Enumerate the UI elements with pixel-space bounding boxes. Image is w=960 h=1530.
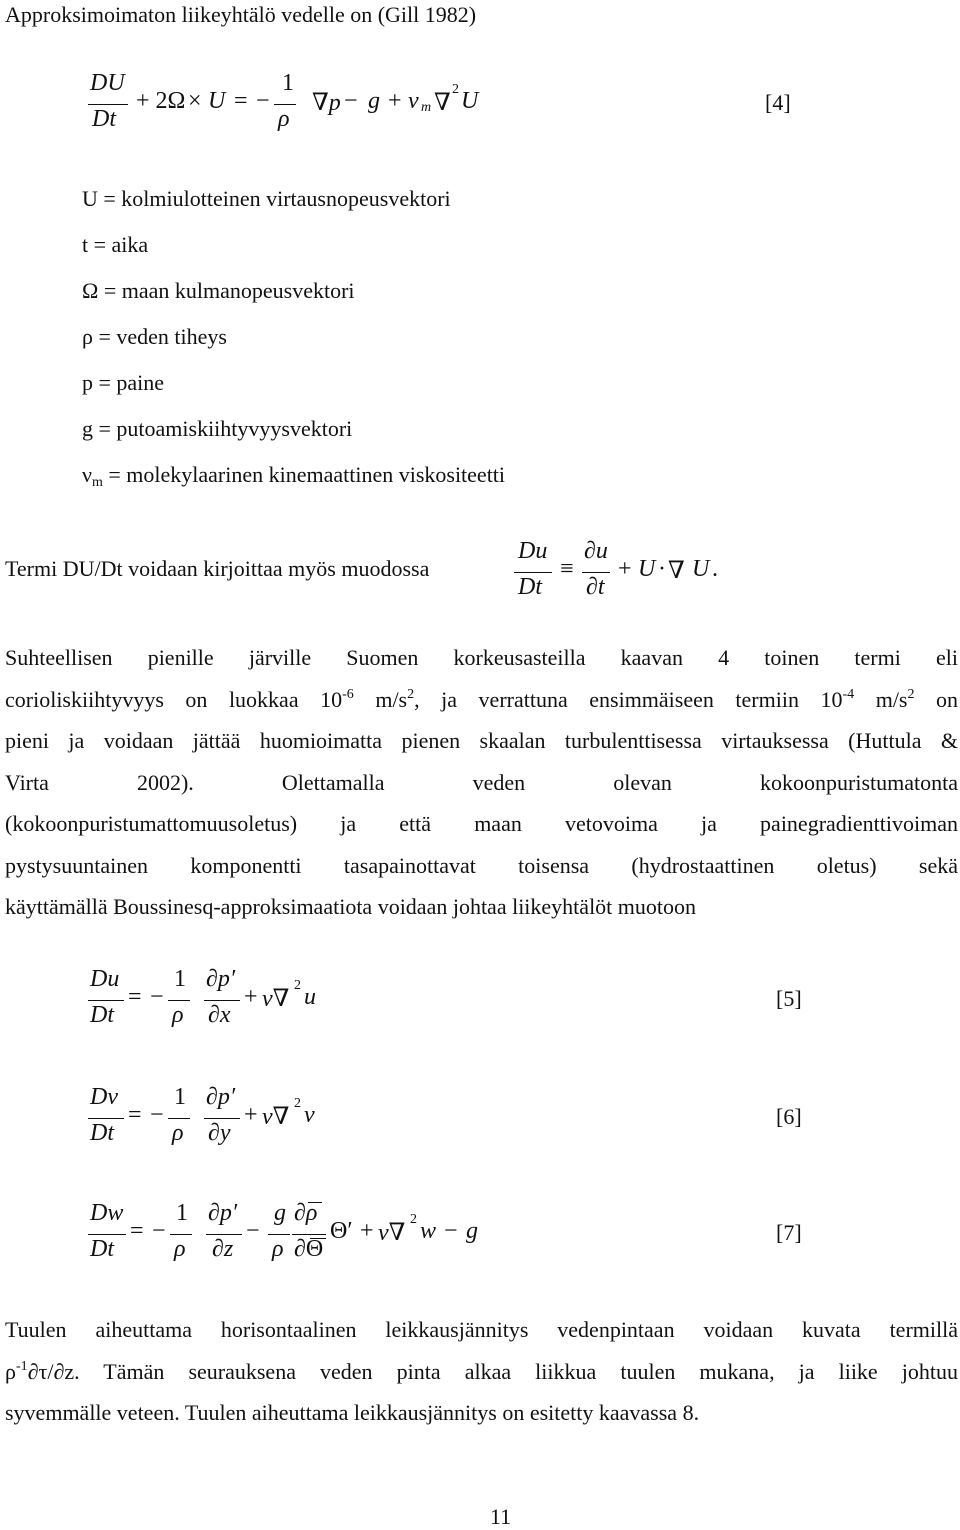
- eq5-num2: 1: [174, 966, 186, 992]
- termi-nabla: ∇: [668, 558, 685, 584]
- para2-line3: syvemmälle veteen. Tuulen aiheuttama leikkausjännitys on esitetty kaavassa 8.: [5, 1400, 700, 1425]
- eq7-nu-nabla: ν∇: [378, 1220, 406, 1246]
- para1-line6: pystysuuntainen komponentti tasapainottavat toisensa (hydrostaattinen oletus) sekä: [5, 852, 958, 878]
- eq6-frac1-bar: [88, 1118, 124, 1119]
- para2-line2-rest: ∂τ/∂z. Tämän seurauksena veden pinta alkaa liikkua tuulen mukana, ja liike johtuu: [27, 1358, 958, 1384]
- eq5-equals: =: [128, 984, 142, 1010]
- eq5-plus: +: [244, 984, 258, 1010]
- def-nu: [82, 462, 505, 488]
- eq5-nu-nabla: ν∇: [262, 986, 290, 1012]
- termi-period: .: [712, 556, 718, 582]
- def-U: U = kolmiulotteinen virtausnopeusvektori: [82, 186, 451, 211]
- para1-line4: Virta 2002). Olettamalla veden olevan kokoonpuristumatonta: [5, 769, 958, 795]
- eq7-den4: ρ: [272, 1236, 284, 1262]
- termi-equation: [0, 538, 960, 608]
- eq7-g: g: [466, 1218, 478, 1244]
- eq5-frac2-bar: [168, 1000, 190, 1001]
- equation-4: [0, 70, 960, 140]
- def-g: g = putoamiskiihtyvyysvektori: [82, 416, 353, 441]
- eq6-num2: 1: [174, 1084, 186, 1110]
- para2-line2-sup: -1: [15, 1358, 28, 1374]
- eq7-frac1-bar: [88, 1234, 126, 1235]
- eq6-plus: +: [244, 1102, 258, 1128]
- equation-7: [0, 1200, 960, 1270]
- def-nu-text: = molekylaarinen kinemaattinen viskositeetti: [102, 462, 506, 487]
- eq7-square: 2: [410, 1212, 417, 1227]
- termi-dot: ·: [658, 556, 666, 582]
- eq4-den1: Dt: [92, 106, 116, 132]
- para1-line2-sup3: -4: [842, 686, 855, 702]
- eq7-tag: [7]: [776, 1220, 802, 1245]
- eq6-frac3-bar: [204, 1118, 240, 1119]
- para1-line7: käyttämällä Boussinesq-approksimaatiota voidaan johtaa liikeyhtälöt muotoon: [5, 894, 697, 919]
- eq4-U1: U: [208, 88, 226, 114]
- eq5-den1: Dt: [90, 1002, 114, 1028]
- eq7-var: w: [420, 1218, 437, 1244]
- termi-frac2-bar: [582, 572, 610, 573]
- termi-text: Termi DU/Dt voidaan kirjoittaa myös muodossa: [5, 556, 430, 581]
- eq4-minus: −: [256, 88, 270, 114]
- para1-line2-b: m/s: [353, 686, 408, 712]
- def-t: t = aika: [82, 232, 149, 257]
- eq4-square: 2: [452, 82, 459, 97]
- eq4-den2: ρ: [278, 106, 290, 132]
- eq4-nabla-p: ∇p: [312, 90, 341, 116]
- eq5-frac3-bar: [204, 1000, 240, 1001]
- def-nu-symbol: ν: [82, 462, 92, 487]
- eq6-minus: −: [150, 1102, 164, 1128]
- eq4-plus2: +: [388, 88, 402, 114]
- eq7-num3: ∂p′: [208, 1200, 238, 1226]
- para1-line2-a: corioliskiihtyvyys on luokkaa 10: [5, 686, 343, 712]
- paragraph-1: [5, 637, 958, 928]
- termi-num2: ∂u: [584, 538, 608, 564]
- termi-den1: Dt: [518, 574, 542, 600]
- equation-5: [0, 966, 960, 1036]
- para1-line2: [5, 679, 958, 721]
- equation-6: [0, 1084, 960, 1154]
- eq5-square: 2: [294, 978, 301, 993]
- eq5-minus: −: [150, 984, 164, 1010]
- para1-line2-d: m/s: [854, 686, 908, 712]
- def-rho: ρ = veden tiheys: [82, 324, 227, 349]
- eq7-minus: −: [152, 1218, 166, 1244]
- eq6-tag: [6]: [776, 1104, 802, 1129]
- para1-line2-e: on: [914, 686, 959, 712]
- termi-frac1-bar: [514, 572, 552, 573]
- eq7-minus3: −: [444, 1218, 458, 1244]
- eq5-num1: Du: [90, 966, 120, 992]
- eq7-theta: Θ′: [330, 1218, 353, 1244]
- para2-line1: Tuulen aiheuttama horisontaalinen leikkausjännitys vedenpintaan voidaan kuvata termillä: [5, 1317, 958, 1342]
- para1-line3: pieni ja voidaan jättää huomioimatta pienen skaalan turbulenttisessa virtauksessa (Huttula &: [5, 728, 958, 753]
- eq6-equals: =: [128, 1102, 142, 1128]
- termi-num1: Du: [518, 538, 548, 564]
- eq7-num4: g: [274, 1200, 286, 1226]
- termi-equiv: ≡: [560, 556, 574, 582]
- para1-line2-sup1: -6: [342, 686, 354, 702]
- para1-line2-sup4: 2: [907, 686, 915, 702]
- eq4-tag: [4]: [765, 90, 791, 115]
- eq5-num3: ∂p′: [206, 966, 236, 992]
- para1-line1: [5, 637, 958, 679]
- termi-U2: U: [692, 556, 710, 582]
- eq7-frac4-bar: [268, 1234, 290, 1235]
- def-omega: Ω = maan kulmanopeusvektori: [82, 278, 355, 303]
- para1-line5: (kokoonpuristumattomuusoletus) ja että maan vetovoima ja painegradienttivoiman: [5, 811, 958, 836]
- eq4-plus1: + 2Ω: [136, 88, 186, 114]
- eq7-frac2-bar: [170, 1234, 192, 1235]
- eq6-den2: ρ: [172, 1120, 184, 1146]
- eq4-equals: =: [234, 88, 248, 114]
- eq6-nu-nabla: ν∇: [262, 1104, 290, 1130]
- para1-line1-a: Suhteellisen pienille järville Suomen korkeusasteilla: [5, 645, 586, 670]
- eq7-num1: Dw: [90, 1200, 124, 1226]
- eq7-den3: ∂z: [212, 1236, 234, 1262]
- eq4-times: ×: [188, 88, 202, 114]
- eq4-nu: ν: [408, 88, 419, 114]
- eq4-nabla: ∇: [434, 90, 451, 116]
- eq4-frac1-bar: [88, 104, 128, 105]
- para2-line2: [5, 1351, 958, 1393]
- termi-den2: ∂t: [586, 574, 605, 600]
- para1-line2-c: , ja verrattuna ensimmäiseen termiin 10: [414, 686, 843, 712]
- termi-plus: +: [618, 556, 632, 582]
- eq7-num5: ∂ρ: [294, 1200, 318, 1226]
- eq7-den2: ρ: [174, 1236, 186, 1262]
- eq7-den5: ∂Θ: [294, 1236, 324, 1262]
- eq4-num2: 1: [282, 70, 294, 96]
- eq5-den3: ∂x: [208, 1002, 231, 1028]
- eq6-den1: Dt: [90, 1120, 114, 1146]
- eq6-square: 2: [294, 1096, 301, 1111]
- eq5-var: u: [304, 984, 316, 1010]
- eq5-den2: ρ: [172, 1002, 184, 1028]
- eq6-num1: Dv: [90, 1084, 118, 1110]
- page-number: 11: [490, 1504, 512, 1529]
- eq4-U2: U: [461, 88, 479, 114]
- eq7-frac3-bar: [206, 1234, 242, 1235]
- para2-line2-rho: ρ: [5, 1358, 16, 1384]
- eq6-den3: ∂y: [208, 1120, 231, 1146]
- page-heading: Approksimoimaton liikeyhtälö vedelle on (Gill 1982): [5, 2, 477, 27]
- eq6-num3: ∂p′: [206, 1084, 236, 1110]
- eq7-den1: Dt: [90, 1236, 114, 1262]
- eq4-num1: DU: [90, 70, 125, 96]
- eq4-frac2-bar: [274, 104, 296, 105]
- eq4-nu-sub: m: [421, 100, 432, 115]
- para1-line2-sup2: 2: [407, 686, 415, 702]
- def-p: p = paine: [82, 370, 165, 395]
- eq7-minus2: −: [246, 1218, 260, 1244]
- eq7-frac5-bar: [292, 1234, 326, 1235]
- def-nu-sub: m: [91, 475, 103, 490]
- eq4-minus-g: −: [344, 88, 358, 114]
- eq5-frac1-bar: [88, 1000, 124, 1001]
- para1-line1-b: kaavan 4 toinen termi eli: [620, 645, 958, 670]
- eq7-equals: =: [130, 1218, 144, 1244]
- eq5-tag: [5]: [776, 986, 802, 1011]
- eq7-plus: +: [360, 1218, 374, 1244]
- eq6-var: v: [304, 1102, 315, 1128]
- eq4-g: g: [368, 88, 380, 114]
- eq6-frac2-bar: [168, 1118, 190, 1119]
- eq7-num2: 1: [176, 1200, 188, 1226]
- termi-U1: U: [638, 556, 656, 582]
- paragraph-2: [5, 1309, 958, 1434]
